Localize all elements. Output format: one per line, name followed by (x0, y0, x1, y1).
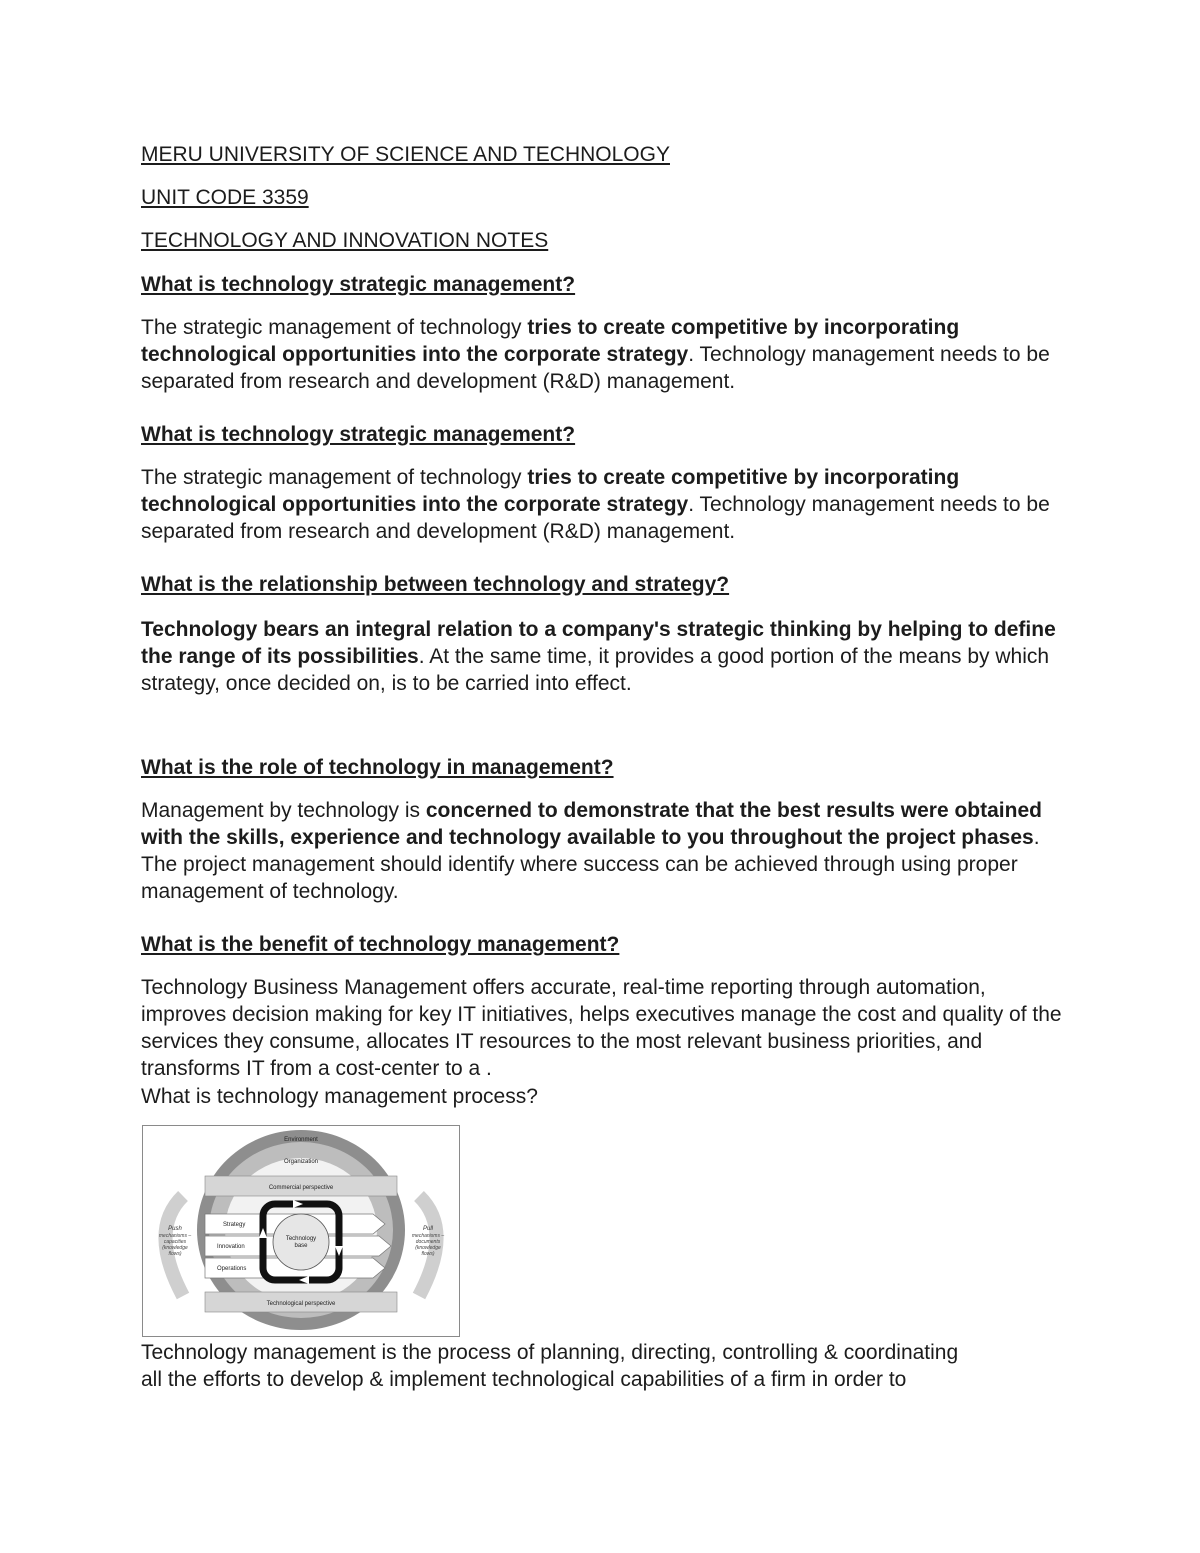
closing-line-2: all the efforts to develop & implement technological capabilities of a firm in order to (141, 1368, 907, 1391)
unit-code: UNIT CODE 3359 (141, 186, 309, 209)
question-heading: What is technology strategic management? (141, 273, 576, 296)
organization-label: Organization (283, 1159, 319, 1165)
answer-paragraph: The strategic management of technology tries to create competitive by incorporating technological opportunities into the corporate strategy. Technology management needs to be separated from research and development (R&D) management. (141, 316, 1050, 393)
answer-paragraph: Management by technology is concerned to demonstrate that the best results were obtained with the skills, experience and technology available to you throughout the project phases. The project management should identify where success can be achieved through using proper management of technology. (141, 799, 1042, 903)
answer-paragraph: Technology bears an integral relation to a company's strategic thinking by helping to define the range of its possibilities. At the same time, it provides a good portion of the means by which strategy, once decided on, is to be carried into effect. (141, 618, 1056, 695)
environment-label: Environment (284, 1137, 318, 1143)
pull-desc-4: flows) (421, 1251, 435, 1257)
pull-desc-2: documents (415, 1239, 441, 1245)
pull-desc-3: (knowledge (415, 1245, 441, 1251)
closing-line-1: Technology management is the process of planning, directing, controlling & coordinating (141, 1341, 959, 1364)
question-heading: What is the role of technology in management? (141, 756, 614, 779)
commercial-perspective-label: Commercial perspective (268, 1185, 334, 1191)
push-desc-2: capacities (163, 1239, 187, 1245)
university-title: MERU UNIVERSITY OF SCIENCE AND TECHNOLOGY (141, 143, 670, 166)
pull-label: Pull (422, 1226, 434, 1232)
technology-base-label-1: Technology (285, 1236, 317, 1242)
push-desc-3: (knowledge (162, 1245, 188, 1251)
push-desc-1: mechanisms – (158, 1233, 192, 1239)
notes-title: TECHNOLOGY AND INNOVATION NOTES (141, 229, 549, 252)
question-heading: What is the benefit of technology management? (141, 933, 620, 956)
technology-management-diagram (142, 1125, 460, 1337)
question-heading: What is technology strategic management? (141, 423, 576, 446)
strategy-label: Strategy (223, 1222, 246, 1228)
push-desc-4: flows) (168, 1251, 182, 1257)
technological-perspective-label: Technological perspective (266, 1301, 336, 1307)
operations-label: Operations (217, 1266, 247, 1272)
innovation-label: Innovation (217, 1244, 245, 1250)
technology-base-label-2: base (294, 1243, 308, 1249)
answer-paragraph: Technology Business Management offers accurate, real-time reporting through automation, improves decision making for key IT initiatives, helps executives manage the cost and quality of the services they consume, allocates IT resources to the most relevant business priorities, and transforms IT from a cost-center to a . (141, 976, 1062, 1080)
pull-desc-1: mechanisms – (411, 1233, 445, 1239)
question-heading: What is the relationship between technology and strategy? (141, 573, 730, 596)
answer-paragraph: The strategic management of technology tries to create competitive by incorporating technological opportunities into the corporate strategy. Technology management needs to be separated from research and development (R&D) management. (141, 466, 1050, 543)
process-question: What is technology management process? (141, 1085, 538, 1108)
push-label: Push (168, 1226, 182, 1232)
